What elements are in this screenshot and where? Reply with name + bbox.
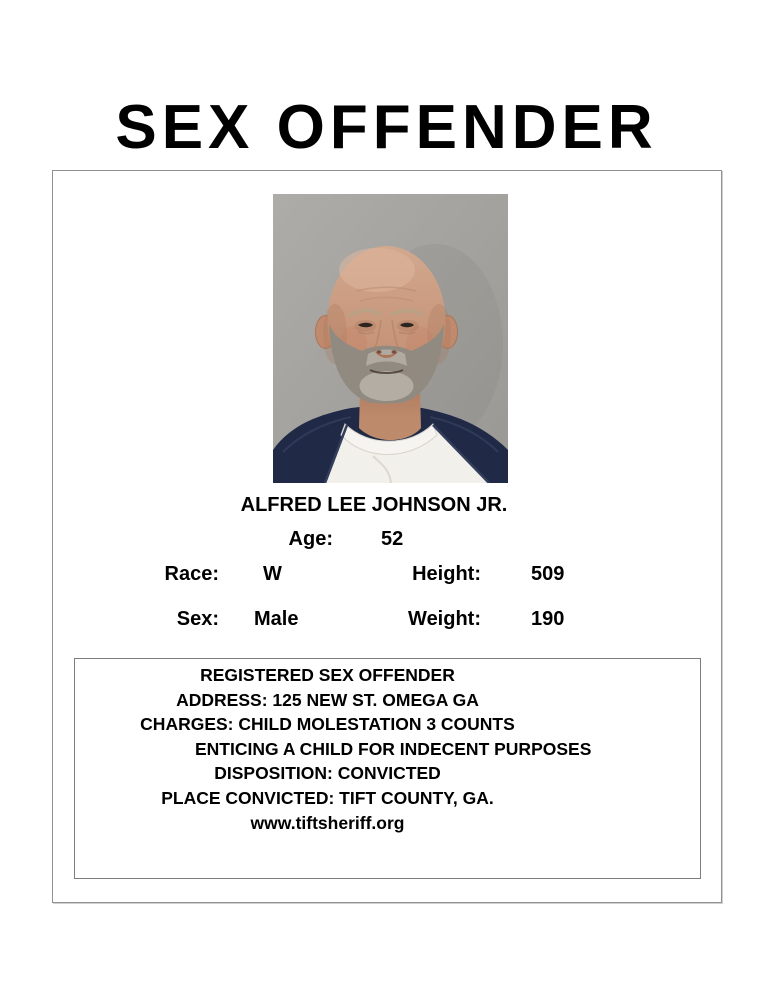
weight-value: 190	[531, 608, 565, 630]
page-title: SEX OFFENDER	[115, 93, 658, 162]
age-value: 52	[381, 528, 404, 550]
height-value: 509	[531, 563, 565, 585]
details-line-charges: CHARGES: CHILD MOLESTATION 3 COUNTS	[140, 714, 515, 735]
details-line-place-convicted: PLACE CONVICTED: TIFT COUNTY, GA.	[161, 787, 494, 808]
race-value: W	[263, 563, 282, 585]
weight-label: Weight:	[408, 608, 481, 630]
offender-name: ALFRED LEE JOHNSON JR.	[240, 494, 508, 516]
mugshot-photo	[273, 194, 508, 483]
sex-value: Male	[254, 608, 299, 630]
details-line-charges-continued: ENTICING A CHILD FOR INDECENT PURPOSES	[195, 738, 592, 759]
details-line-website: www.tiftsheriff.org	[250, 812, 405, 833]
details-line-registered: REGISTERED SEX OFFENDER	[200, 665, 455, 685]
details-box	[74, 658, 701, 879]
offender-card	[52, 170, 722, 903]
mugshot-image	[273, 194, 508, 483]
details-text	[75, 663, 592, 835]
sex-label: Sex:	[176, 608, 219, 630]
race-label: Race:	[164, 563, 219, 585]
height-label: Height:	[412, 563, 481, 585]
age-label: Age:	[288, 528, 333, 550]
details-line-disposition: DISPOSITION: CONVICTED	[214, 763, 441, 784]
details-line-address: ADDRESS: 125 NEW ST. OMEGA GA	[176, 689, 479, 710]
